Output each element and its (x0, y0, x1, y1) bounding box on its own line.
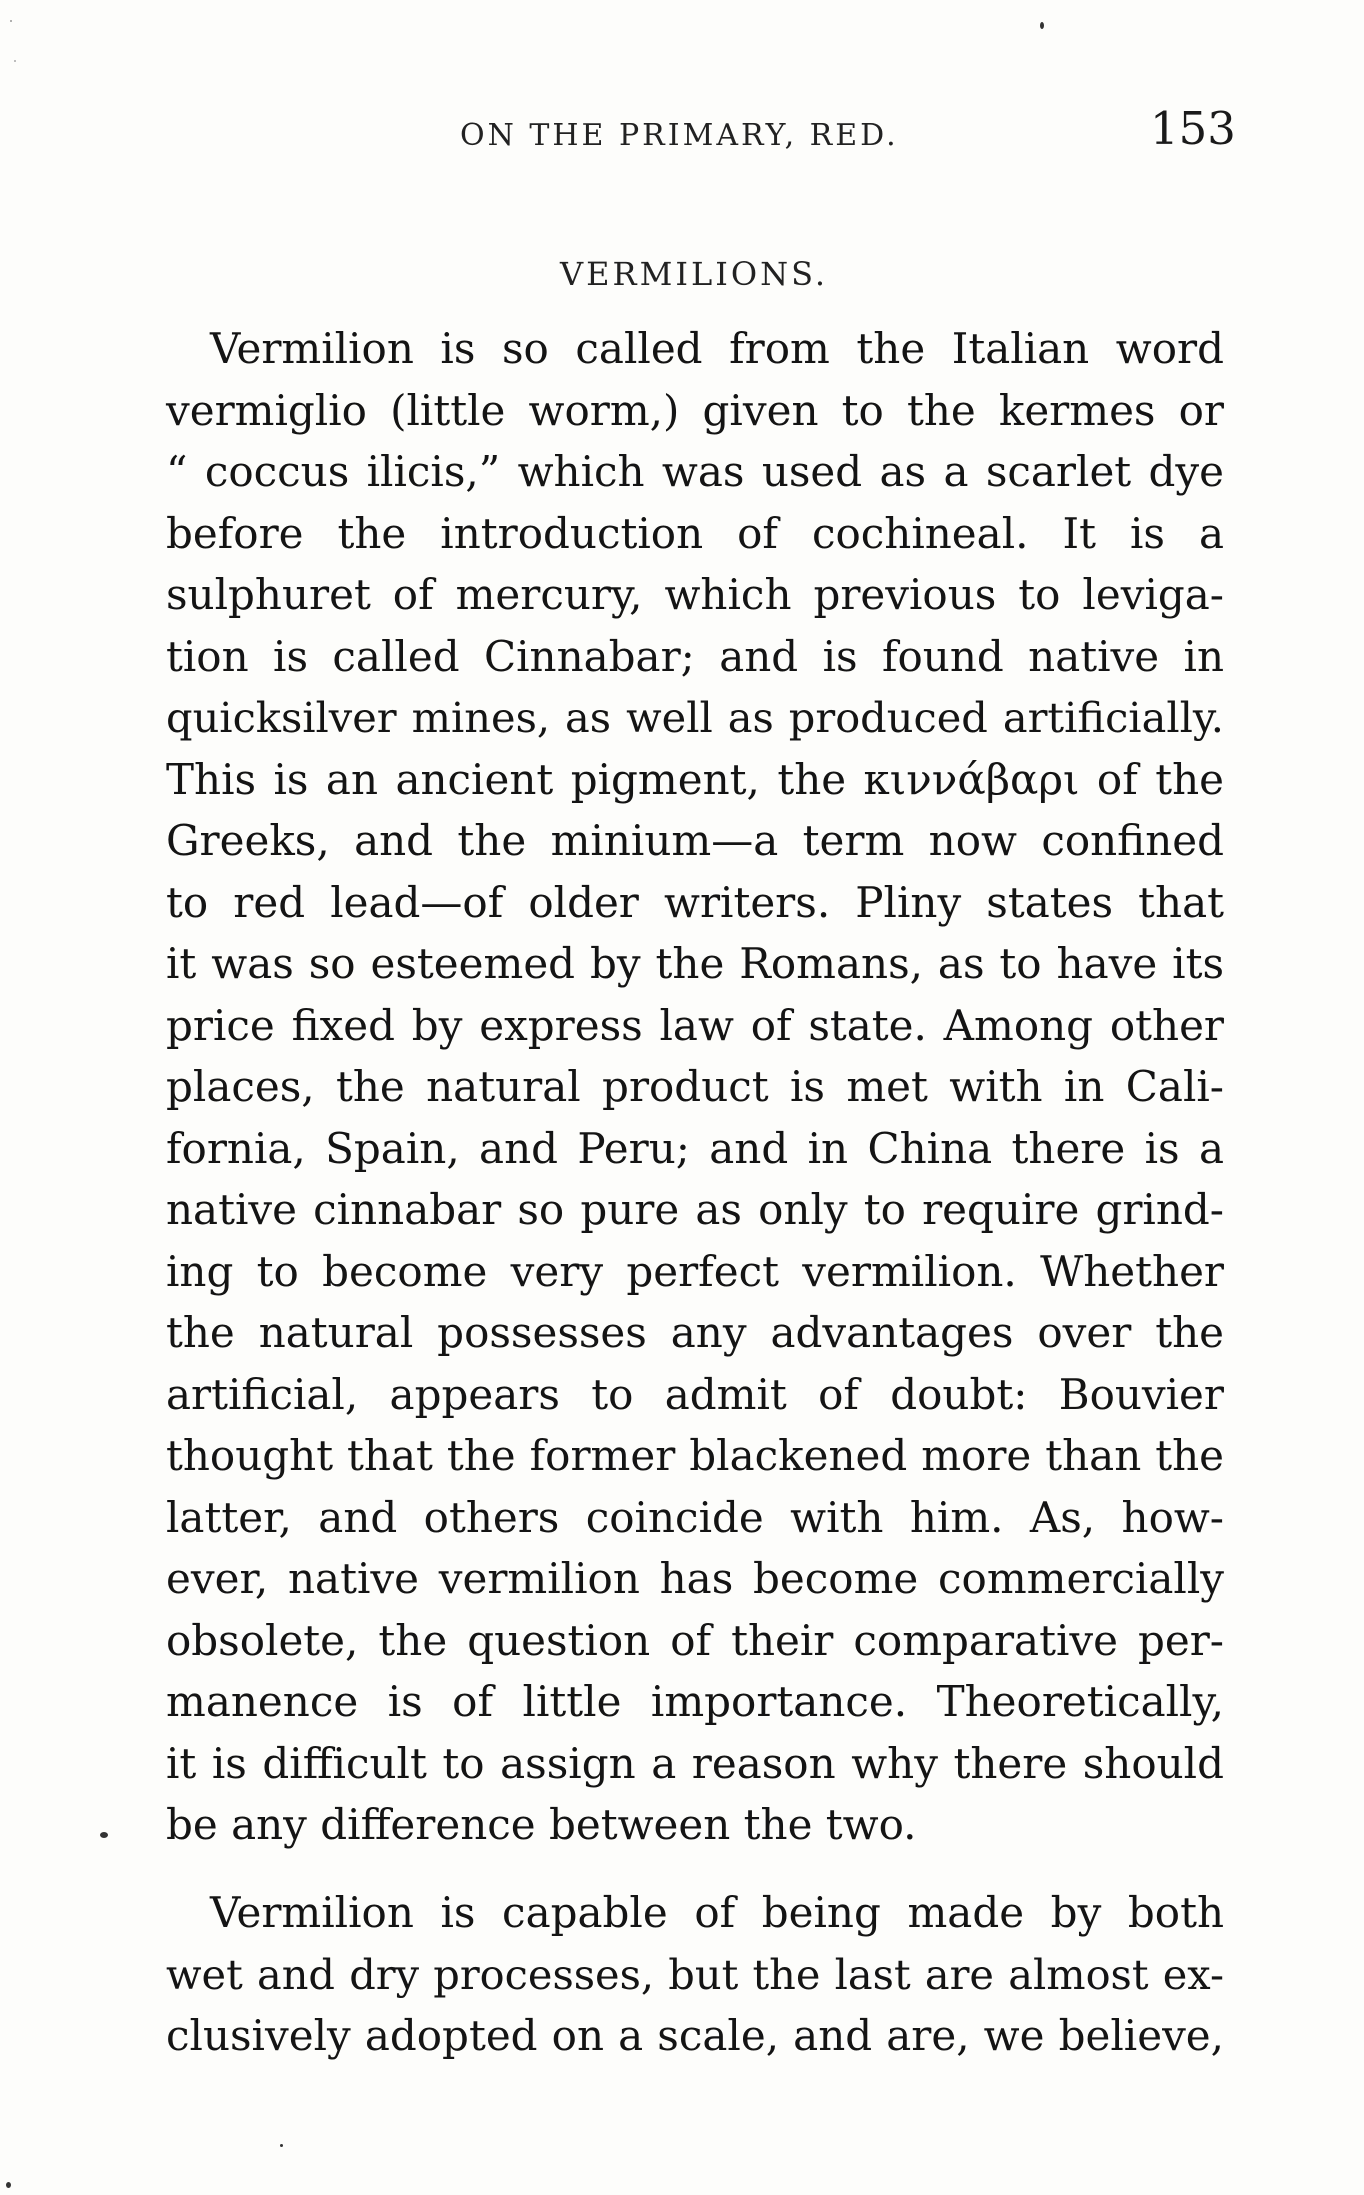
text-line: latter, and others coincide with him. As, how- (166, 1492, 1224, 1542)
text-line: ever, native vermilion has become commercially (166, 1554, 1224, 1603)
text-line: be any difference between the two. (166, 1800, 917, 1849)
running-title: ON THE PRIMARY, RED. (460, 118, 899, 153)
text-line: it was so esteemed by the Romans, as to have its (166, 939, 1224, 988)
text-line: the natural possesses any advantages over the (166, 1308, 1224, 1357)
paragraph-2 (166, 1882, 1224, 2067)
text-line: before the introduction of cochineal. It is a (166, 508, 1224, 558)
text-line: Greeks, and the minium—a term now confined (166, 816, 1224, 865)
text-line: “ coccus ilicis,” which was used as a scarlet dye (166, 447, 1224, 496)
text-line: obsolete, the question of their comparative per- (166, 1615, 1224, 1665)
text-line: Vermilion is capable of being made by both (210, 1888, 1224, 1937)
text-line: native cinnabar so pure as only to require grind- (166, 1185, 1224, 1234)
ink-speck (10, 20, 12, 22)
text-line: tion is called Cinnabar; and is found native in (166, 631, 1224, 681)
ink-speck (280, 2144, 283, 2147)
text-line: price fixed by express law of state. Among other (166, 1000, 1224, 1050)
text-line: ing to become very perfect vermilion. Whether (166, 1246, 1224, 1296)
section-heading: VERMILIONS. (560, 255, 829, 293)
text-line: clusively adopted on a scale, and are, we believe, (166, 2011, 1224, 2060)
text-line: manence is of little importance. Theoretically, (166, 1677, 1224, 1726)
ink-speck (1040, 22, 1044, 29)
text-line: to red lead—of older writers. Pliny states that (166, 877, 1224, 927)
text-line: artificial, appears to admit of doubt: Bouvier (166, 1369, 1224, 1419)
text-line: wet and dry processes, but the last are almost ex- (166, 1949, 1224, 1999)
text-line: Vermilion is so called from the Italian word (210, 324, 1224, 373)
text-line: fornia, Spain, and Peru; and in China there is a (166, 1123, 1224, 1173)
ink-speck (14, 60, 16, 62)
text-line: quicksilver mines, as well as produced artificially. (166, 693, 1224, 742)
text-line: it is difficult to assign a reason why there should (166, 1738, 1224, 1788)
paragraph-1 (166, 318, 1224, 1856)
page-number: 153 (1150, 102, 1236, 155)
text-line: places, the natural product is met with in Cali- (166, 1062, 1224, 1111)
text-line: This is an ancient pigment, the κιννάβαρι of the (166, 754, 1224, 804)
text-line: vermiglio (little worm,) given to the kermes or (166, 385, 1224, 435)
ink-speck (100, 1832, 108, 1838)
ink-speck (6, 2182, 11, 2188)
text-line: thought that the former blackened more than the (166, 1431, 1224, 1480)
text-line: sulphuret of mercury, which previous to leviga- (166, 570, 1224, 619)
